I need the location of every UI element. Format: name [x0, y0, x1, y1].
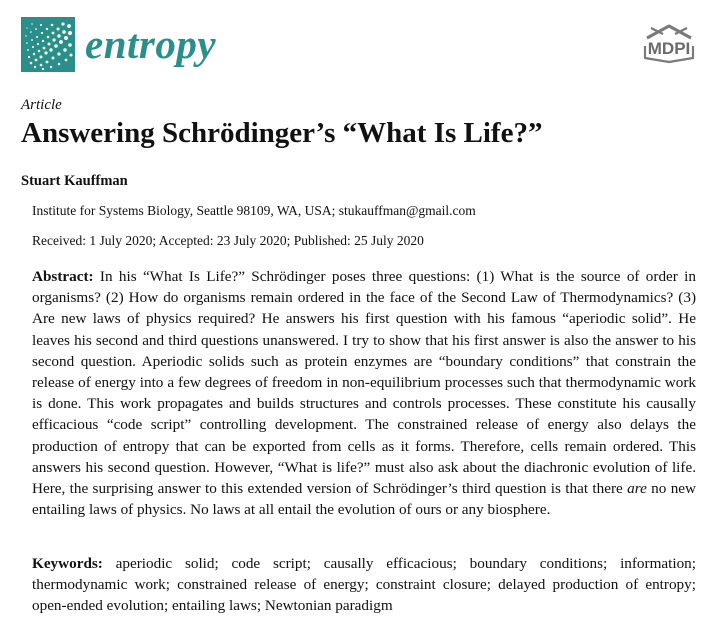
- keyword-item: aperiodic solid: [115, 555, 215, 572]
- journal-header: [0, 0, 726, 95]
- keyword-item: boundary conditions: [469, 555, 604, 572]
- publisher-logo: [631, 24, 707, 64]
- publisher-name: MDPI: [647, 39, 691, 58]
- keyword-item: code script: [231, 555, 307, 572]
- accepted-date: Accepted: 23 July 2020: [158, 233, 287, 248]
- keyword-item: delayed production of entropy: [498, 576, 692, 594]
- author-affiliation: Institute for Systems Biology, Seattle 98109, WA, USA; stukauffman@gmail.com: [32, 203, 476, 218]
- keywords-label: Keywords:: [32, 555, 103, 572]
- abstract-text: In his “What Is Life?” Schrödinger poses three questions: (1) What is the source of order in organisms? (2) How do organisms remain ordered in the face of the Second Law of Thermodynamics? (3) Are new laws of physics required? He answers his first question with his famous “aperiodic solid”. He leaves his second and third questions unanswered. I try to show that his first answer is also the answer to his second question. Aperiodic solids such as protein enzymes are “boundary conditions” that constrain the release of energy into a few degrees of freedom in non-equilibrium processes such that thermodynamic work is done. This work propagates and builds structures and controls processes. These constitute his causally efficacious “code script” controlling development. The constrained release of energy also delays the production of entropy that can be exported from cells as it forms. Therefore, cells remain ordered. This answers his second question. However, “What is life?” must also ask about the diachronic evolution of life. Here, the surprising answer to this extended version of Schrödinger’s third question is that there: [32, 268, 696, 498]
- publication-dates: Received: 1 July 2020; Accepted: 23 July 2020; Published: 25 July 2020: [32, 233, 424, 248]
- keyword-item: constraint closure: [375, 576, 487, 594]
- author-name: Stuart Kauffman: [21, 173, 128, 189]
- abstract-text-end: no new entailing laws of physics. No laws at all entail the evolution of ours or any biosphere.: [32, 480, 696, 519]
- entropy-logo-icon: [21, 17, 75, 72]
- keyword-item: Newtonian paradigm: [264, 597, 393, 615]
- published-date: Published: 25 July 2020: [293, 233, 424, 248]
- keywords: [32, 553, 696, 617]
- abstract-label: Abstract:: [32, 268, 94, 285]
- keyword-item: open-ended evolution: [32, 597, 165, 615]
- received-date: Received: 1 July 2020: [32, 233, 153, 248]
- abstract-emphasis: are: [627, 480, 647, 498]
- journal-name: entropy: [85, 21, 217, 67]
- keyword-item: causally efficacious: [323, 555, 453, 572]
- article-title: Answering Schrödinger’s “What Is Life?”: [21, 117, 543, 149]
- keyword-item: information: [620, 555, 692, 572]
- keyword-item: constrained release of energy: [177, 576, 365, 594]
- keyword-item: thermodynamic work: [32, 576, 166, 594]
- keyword-item: entailing laws: [172, 597, 257, 615]
- abstract: [32, 266, 696, 520]
- article-type: Article: [21, 97, 62, 113]
